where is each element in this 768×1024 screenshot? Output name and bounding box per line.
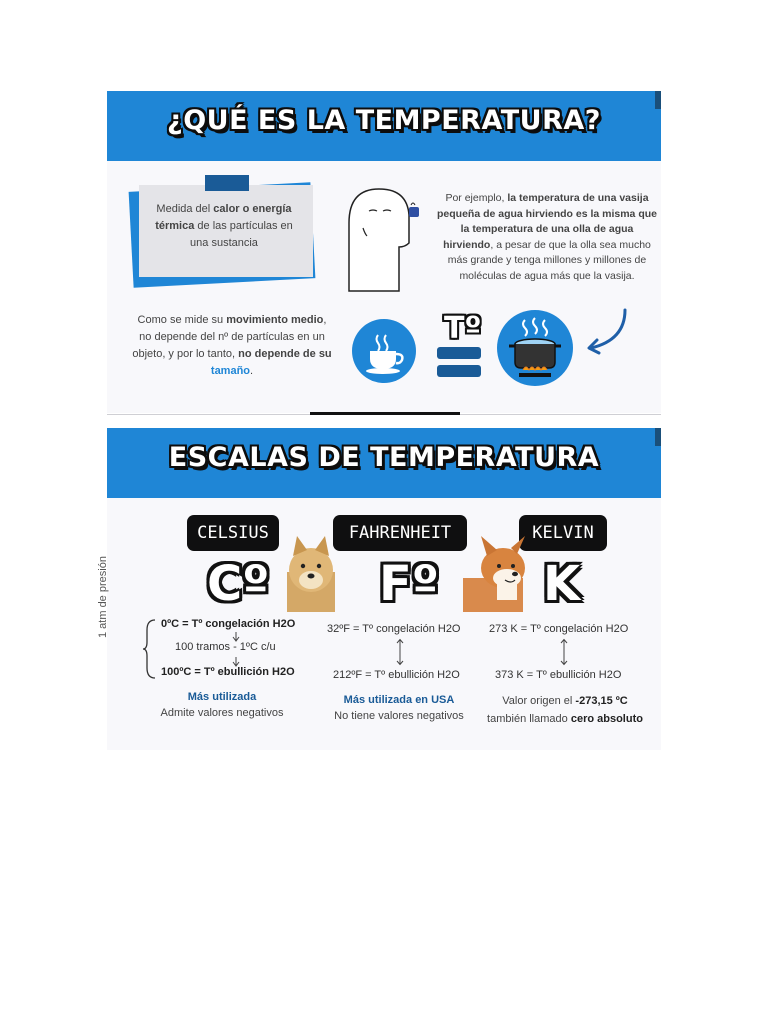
shiba-dog-image bbox=[283, 532, 339, 612]
measure-text: Como se mide su movimiento medio, no depende del nº de partículas en un objeto, y por lo tanto, no depende de su tamaño. bbox=[132, 314, 332, 377]
slide-title: ¿QUÉ ES LA TEMPERATURA? bbox=[167, 105, 601, 136]
fahrenheit-symbol: Fº bbox=[379, 556, 439, 612]
page-divider-bar bbox=[310, 412, 460, 415]
slide-temperature-scales bbox=[97, 428, 661, 750]
title-banner bbox=[107, 91, 661, 161]
kelvin-note: Valor origen el -273,15 ºC también llamado cero absoluto bbox=[487, 695, 643, 725]
fahrenheit-note: Más utilizada en USA No tiene valores negativos bbox=[334, 694, 464, 722]
example-text: Por ejemplo, la temperatura de una vasija pequeña de agua hirviendo es la misma que la temperatura de una olla de agua hirviendo, a pesar de que la olla sea mucho más grande y tenga millones y millones de moléculas de agua más que la vasija. bbox=[437, 192, 657, 282]
celsius-freeze: 0ºC = Tº congelación H2O bbox=[161, 618, 296, 630]
kelvin-boil: 373 K = Tº ebullición H2O bbox=[495, 669, 622, 681]
slide-title: ESCALAS DE TEMPERATURA bbox=[168, 442, 600, 473]
arrow-down-icon bbox=[231, 632, 241, 642]
coffee-cup-icon bbox=[352, 319, 416, 383]
pressure-label: 1 atm de presión bbox=[97, 556, 109, 638]
celsius-boil: 100ºC = Tº ebullición H2O bbox=[161, 666, 295, 678]
definition-text: Medida del calor o energía térmica de las partículas en una sustancia bbox=[155, 203, 293, 249]
equals-bar-bottom bbox=[437, 365, 481, 377]
equals-bar-top bbox=[437, 347, 481, 359]
celsius-note: Más utilizada Admite valores negativos bbox=[160, 691, 284, 719]
celsius-tramos: 100 tramos - 1ºC c/u bbox=[175, 641, 276, 653]
fahrenheit-boil: 212ºF = Tº ebullición H2O bbox=[333, 669, 460, 681]
boiling-pot-icon bbox=[497, 310, 573, 386]
celsius-label: CELSIUS bbox=[187, 515, 279, 551]
brace-icon bbox=[143, 618, 157, 680]
corner-tab bbox=[655, 91, 661, 109]
corner-tab bbox=[655, 428, 661, 446]
double-arrow-icon bbox=[559, 639, 569, 665]
ghost-cup-figure-icon bbox=[339, 183, 419, 291]
temperature-symbol: Tº bbox=[444, 311, 482, 346]
double-arrow-icon bbox=[395, 639, 405, 665]
celsius-symbol: Cº bbox=[207, 556, 270, 612]
corgi-dog-image bbox=[459, 534, 531, 612]
tape-decoration bbox=[205, 175, 249, 191]
fahrenheit-label: FAHRENHEIT bbox=[333, 515, 467, 551]
kelvin-symbol: K bbox=[543, 556, 581, 612]
kelvin-freeze: 273 K = Tº congelación H2O bbox=[489, 623, 629, 635]
fahrenheit-freeze: 32ºF = Tº congelación H2O bbox=[327, 623, 461, 635]
slide-what-is-temperature bbox=[107, 91, 661, 413]
definition-card bbox=[137, 181, 317, 276]
title-banner bbox=[107, 428, 661, 498]
kelvin-label: KELVIN bbox=[519, 515, 607, 551]
curved-arrow-icon bbox=[581, 306, 631, 358]
